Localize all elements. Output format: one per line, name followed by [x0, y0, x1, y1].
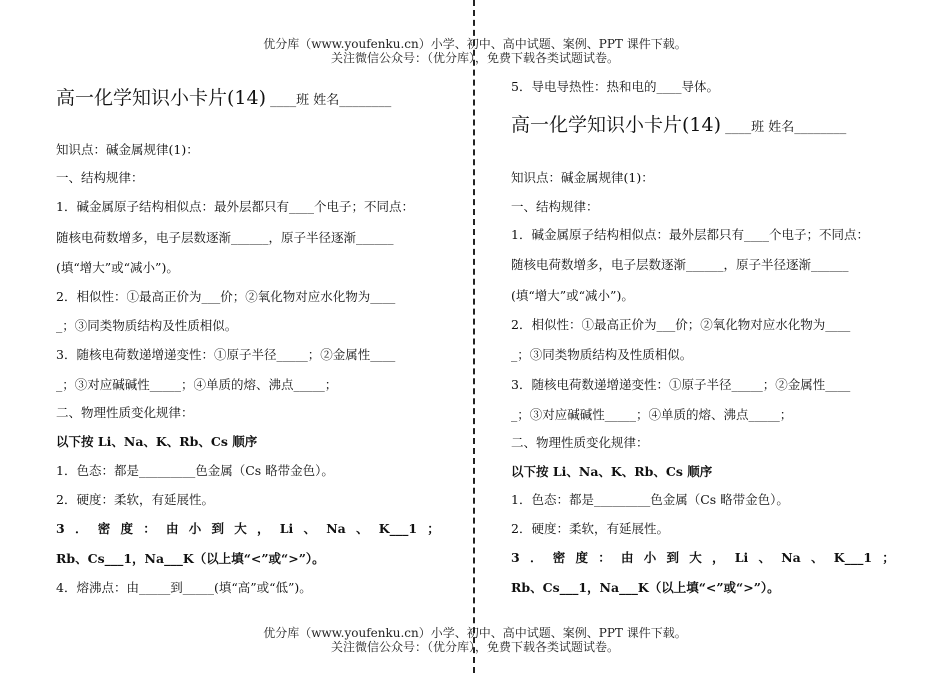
text-line: Rb、Cs___1，Na___K（以上填“<”或“>”）。: [511, 580, 780, 595]
header-line-1: 优分库（www.youfenku.cn）小学、初中、高中试题、案例、PPT 课件下载。: [263, 37, 687, 51]
density-segment: ．: [529, 550, 543, 565]
text-line: 1．碱金属原子结构相似点：最外层都只有____个电子；不同点：: [56, 199, 414, 214]
density-segment: 、: [355, 521, 369, 536]
page-header: [0, 37, 950, 65]
header-line-2: 关注微信公众号：（优分库），免费下载各类试题试卷。: [330, 51, 619, 65]
order-note: 以下按 Li、Na、K、Rb、Cs 顺序: [511, 464, 713, 479]
topic-line: 知识点：碱金属规律(1)：: [56, 142, 199, 157]
text-line: 1．碱金属原子结构相似点：最外层都只有____个电子；不同点：: [511, 227, 869, 242]
density-line: [56, 521, 440, 537]
density-segment: 大: [234, 521, 247, 536]
section-heading: 二、物理性质变化规律：: [56, 405, 194, 420]
text-line: (填“增大”或“减小”)。: [511, 288, 634, 303]
density-segment: 到: [666, 550, 679, 565]
density-segment: K___1: [378, 521, 418, 536]
density-segment: 小: [643, 550, 657, 565]
text-line: 2．硬度：柔软，有延展性。: [56, 492, 214, 507]
density-segment: 由: [165, 521, 179, 536]
text-line: 1．色态：都是_________色金属（Cs 略带金色）。: [56, 463, 334, 478]
density-segment: 、: [810, 550, 824, 565]
density-line: [511, 550, 895, 566]
text-line: Rb、Cs___1，Na___K（以上填“<”或“>”）。: [56, 551, 325, 566]
topic-line: 知识点：碱金属规律(1)：: [511, 170, 654, 185]
density-segment: 大: [689, 550, 702, 565]
text-line: 3．随核电荷数递增递变性：①原子半径_____；②金属性____: [56, 347, 396, 362]
density-segment: ．: [74, 521, 88, 536]
text-line: 2．相似性：①最高正价为___价；②氧化物对应水化物为____: [511, 317, 851, 332]
density-segment: 到: [211, 521, 224, 536]
density-segment: ，: [256, 521, 270, 536]
density-segment: Na: [326, 521, 346, 536]
text-line: _；③对应碱碱性_____；④单质的熔、沸点_____；: [56, 377, 338, 392]
page-footer: [0, 626, 950, 654]
text-line: _；③同类物质结构及性质相似。: [511, 347, 693, 362]
text-line: 5．导电导热性：热和电的____导体。: [511, 79, 719, 94]
density-segment: ：: [598, 550, 611, 565]
class-name-field: ____班 姓名________: [721, 120, 847, 135]
density-segment: 小: [188, 521, 202, 536]
density-segment: 3: [511, 550, 520, 565]
text-line: _；③对应碱碱性_____；④单质的熔、沸点_____；: [511, 407, 793, 422]
card-title: [56, 87, 391, 112]
card-title-text: 高一化学知识小卡片(14): [56, 87, 267, 109]
card-title-text: 高一化学知识小卡片(14): [511, 114, 722, 136]
text-line: _；③同类物质结构及性质相似。: [56, 318, 238, 333]
order-note: 以下按 Li、Na、K、Rb、Cs 顺序: [56, 434, 258, 449]
density-segment: Li: [734, 550, 749, 565]
density-segment: Li: [279, 521, 294, 536]
text-line: (填“增大”或“减小”)。: [56, 260, 179, 275]
class-name-field: ____班 姓名________: [266, 93, 392, 108]
density-segment: ；: [882, 550, 895, 565]
cut-line-divider: [473, 0, 475, 673]
section-heading: 一、结构规律：: [56, 170, 144, 185]
density-segment: ，: [711, 550, 725, 565]
density-segment: 度: [120, 521, 133, 536]
density-segment: 由: [620, 550, 634, 565]
density-segment: 密: [97, 521, 111, 536]
footer-line-1: 优分库（www.youfenku.cn）小学、初中、高中试题、案例、PPT 课件下载。: [263, 626, 687, 640]
card-title: [511, 114, 846, 139]
text-line: 2．相似性：①最高正价为___价；②氧化物对应水化物为____: [56, 289, 396, 304]
density-segment: 密: [552, 550, 566, 565]
text-line: 2．硬度：柔软，有延展性。: [511, 521, 669, 536]
density-segment: ：: [143, 521, 156, 536]
density-segment: 3: [56, 521, 65, 536]
footer-line-2: 关注微信公众号：（优分库），免费下载各类试题试卷。: [330, 640, 619, 654]
density-segment: Na: [781, 550, 801, 565]
text-line: 随核电荷数增多，电子层数逐渐______，原子半径逐渐______: [56, 230, 394, 245]
text-line: 4．熔沸点：由_____到_____(填“高”或“低”)。: [56, 580, 312, 595]
density-segment: 度: [575, 550, 588, 565]
text-line: 随核电荷数增多，电子层数逐渐______，原子半径逐渐______: [511, 257, 849, 272]
text-line: 3．随核电荷数递增递变性：①原子半径_____；②金属性____: [511, 377, 851, 392]
density-segment: K___1: [833, 550, 873, 565]
section-heading: 一、结构规律：: [511, 199, 599, 214]
density-segment: ；: [427, 521, 440, 536]
section-heading: 二、物理性质变化规律：: [511, 435, 649, 450]
text-line: 1．色态：都是_________色金属（Cs 略带金色）。: [511, 492, 789, 507]
density-segment: 、: [303, 521, 316, 536]
density-segment: 、: [758, 550, 771, 565]
